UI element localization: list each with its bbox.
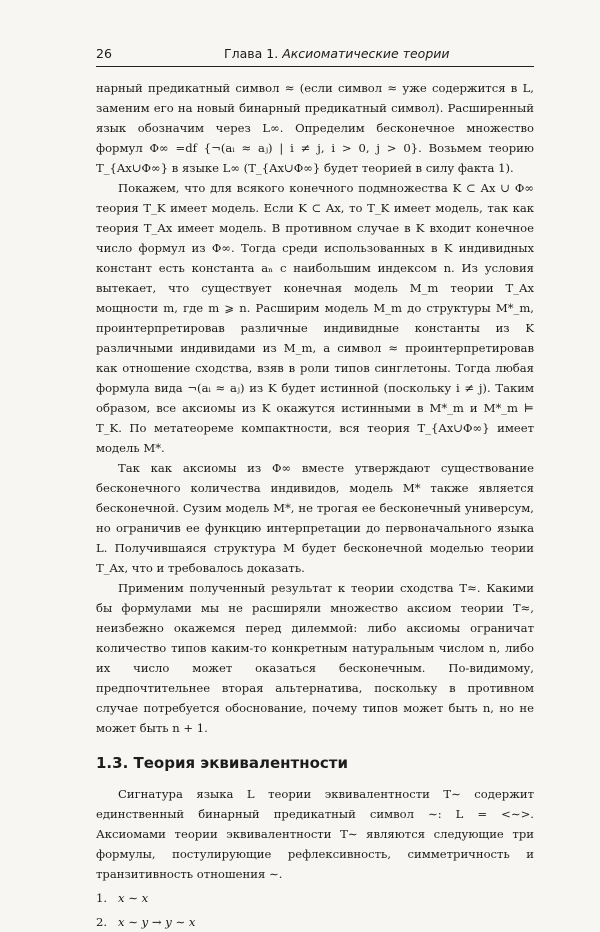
body-text bbox=[96, 78, 534, 932]
list-item-2 bbox=[96, 912, 534, 932]
section-heading: 1.3. Теория эквивалентности bbox=[96, 754, 348, 772]
paragraph-3: Так как аксиомы из Φ∞ вместе утверждают существование бесконечного количества индивидов, модель M* также является бесконечной. Сузим модель M*, не трогая ее бесконечный универсум, но ограничив ее функцию интерпретации до первоначального языка L. Получившаяся структура M будет бесконечной моделью теории T_Ax, что и требовалось доказать. bbox=[96, 461, 534, 575]
axiom-formula: x ∼ y → y ∼ x bbox=[118, 915, 196, 929]
paragraph-4: Применим полученный результат к теории сходства T≈. Какими бы формулами мы не расширяли множество аксиом теории T≈, неизбежно окажемся перед дилеммой: либо аксиомы ограничат количество типов каким-то конкретным натуральным числом n, либо их число может оказаться бесконечным. По-видимому, предпочтительнее вторая альтернатива, поскольку в противном случае потребуется обоснование, почему типов может быть n, но не может быть n + 1. bbox=[96, 581, 534, 735]
list-item-1 bbox=[96, 888, 534, 908]
section-paragraph: Сигнатура языка L теории эквивалентности T∼ содержит единственный бинарный предикатный символ ∼: L = <∼>. Аксиомами теории эквивалентности T∼ являются следующие три формулы, постулирующие рефлексивность, симметричность и транзитивность отношения ∼. bbox=[96, 787, 534, 881]
list-number: 2. bbox=[96, 915, 108, 929]
list-number: 1. bbox=[96, 891, 108, 905]
page-number: 26 bbox=[96, 46, 112, 61]
chapter-header bbox=[224, 46, 450, 61]
paragraph-2: Покажем, что для всякого конечного подмножества K ⊂ Ax ∪ Φ∞ теория T_K имеет модель. Если K ⊂ Ax, то T_K имеет модель, так как теория T_Ax имеет модель. В противном случае в K входит конечное число формул из Φ∞. Тогда среди использованных в K индивидных констант есть константа aₙ с наибольшим индексом n. Из условия вытекает, что существует конечная модель M_m теории T_Ax мощности m, где m ⩾ n. Расширим модель M_m до структуры M*_m, проинтерпретировав различные индивидные константы из K различными индивидами из M_m, а символ ≈ проинтерпретировав как отношение сходства, взяв в роли типов синглетоны. Тогда любая формула вида ¬(aᵢ ≈ aⱼ) из K будет истинной (поскольку i ≠ j). Таким образом, все аксиомы из K окажутся истинными в M*_m и M*_m ⊨ T_K. По метатеореме компактности, вся теория T_{Ax∪Φ∞} имеет модель M*. bbox=[96, 181, 534, 455]
chapter-number: Глава 1. bbox=[224, 46, 279, 61]
paragraph-1: нарный предикатный символ ≈ (если символ ≈ уже содержится в L, заменим его на новый бинарный предикатный символ). Расширенный язык обозначим через L∞. Определим бесконечное множество формул Φ∞ =df {¬(aᵢ ≈ aⱼ) | i ≠ j, i > 0, j > 0}. Возьмем теорию T_{Ax∪Φ∞} в языке L∞ (T_{Ax∪Φ∞} будет теорией в силу факта 1). bbox=[96, 81, 534, 175]
chapter-title: Аксиоматические теории bbox=[282, 46, 450, 61]
running-header bbox=[96, 46, 534, 67]
axiom-formula: x ∼ x bbox=[118, 891, 149, 905]
